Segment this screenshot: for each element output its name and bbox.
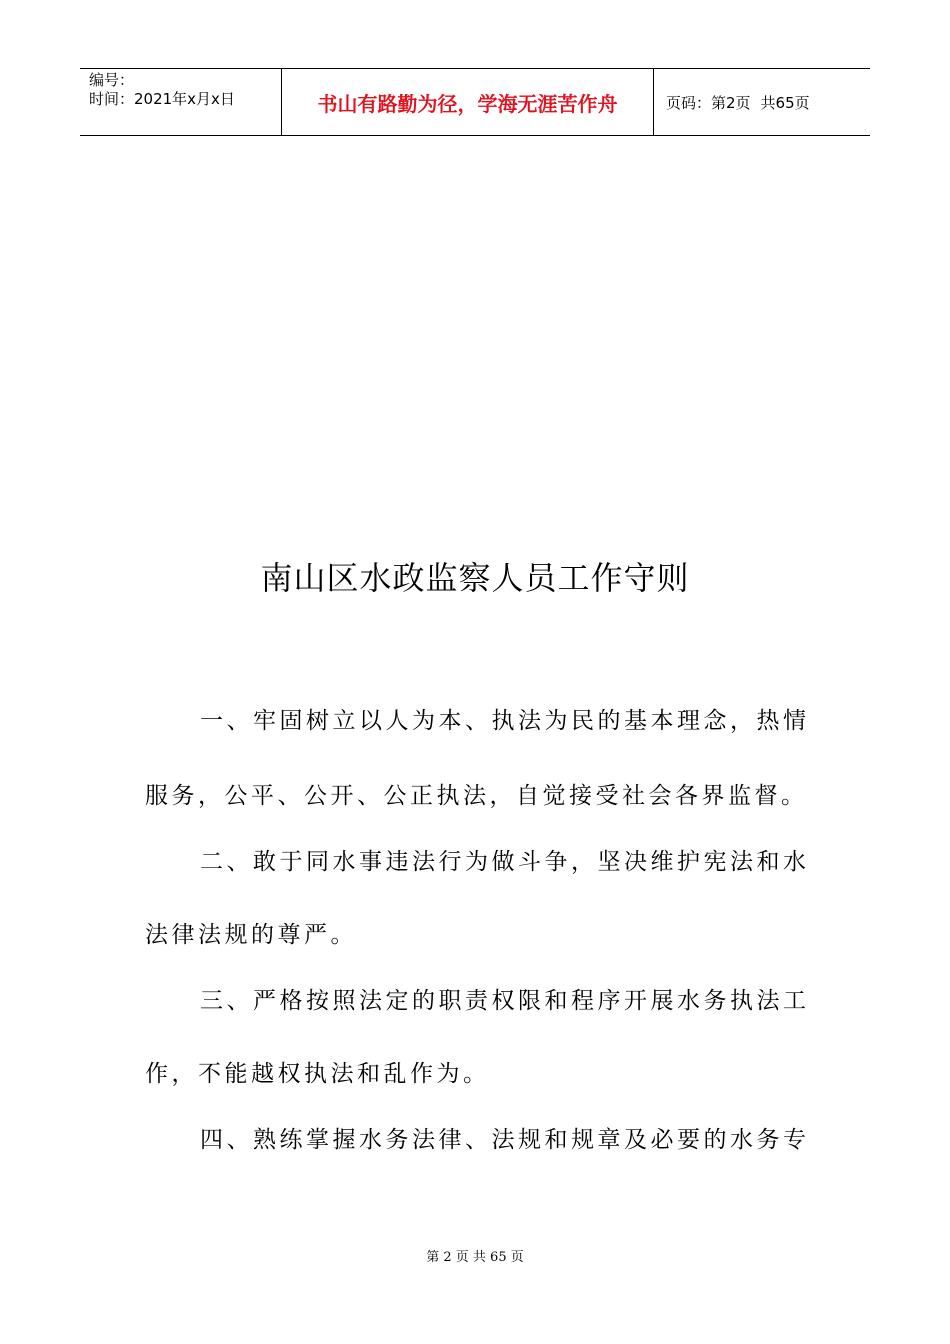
paragraph-line-5: 三、严格按照法定的职责权限和程序开展水务执法工: [200, 988, 810, 1014]
page-footer: 第 2 页 共 65 页: [426, 1250, 524, 1265]
document-number-label: 编号：: [89, 71, 135, 89]
header-total-pages: 共65页: [760, 93, 810, 112]
paragraph-line-3: 二、敢于同水事违法行为做斗争，坚决维护宪法和水: [200, 849, 810, 875]
paragraph-line-4: 法律法规的尊严。: [145, 922, 357, 948]
paragraph-line-6: 作，不能越权执法和乱作为。: [145, 1061, 490, 1087]
header-meta-cell: [80, 69, 282, 135]
header-page-cell: [654, 69, 870, 135]
header-page-number: 页码：第2页: [666, 93, 751, 112]
header-motto-cell: [282, 69, 654, 135]
paragraph-line-7: 四、熟练掌握水务法律、法规和规章及必要的水务专: [200, 1127, 810, 1153]
document-time-label: 时间：2021年x月x日: [89, 90, 235, 108]
page-header: [80, 68, 870, 136]
header-motto: 书山有路勤为径，学海无涯苦作舟: [317, 91, 618, 116]
document-title: 南山区水政监察人员工作守则: [260, 559, 690, 597]
paragraph-line-1: 一、牢固树立以人为本、执法为民的基本理念，热情: [200, 708, 810, 734]
paragraph-line-2: 服务，公平、公开、公正执法，自觉接受社会各界监督。: [145, 783, 808, 809]
